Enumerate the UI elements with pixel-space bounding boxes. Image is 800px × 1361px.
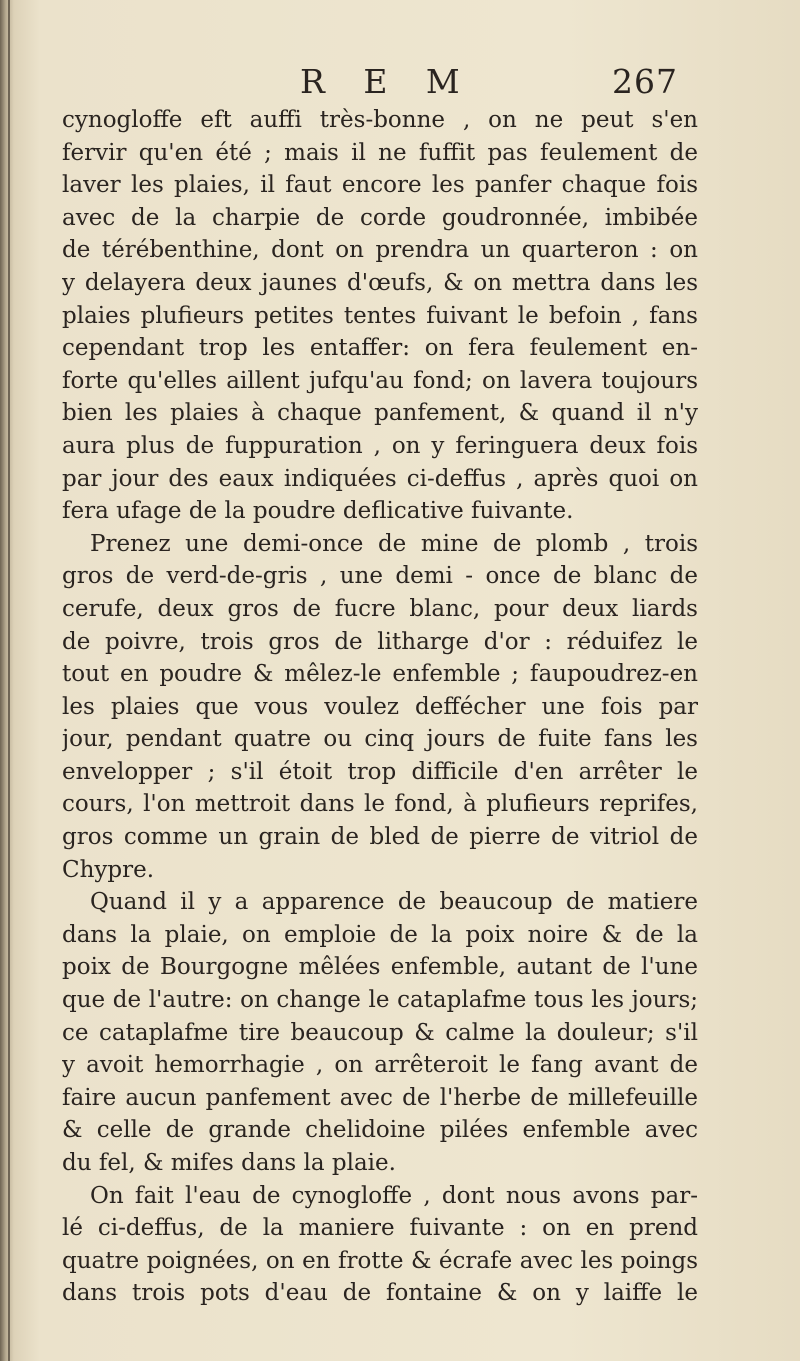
text-line: cependant trop les entaffer: on fera feulement en- [62, 335, 698, 362]
text-line: envelopper ; s'il étoit trop difficile d'en arrêter le [62, 758, 698, 785]
text-line: plaies plufieurs petites tentes fuivant le befoin , fans [62, 302, 698, 329]
text-line: y avoit hemorrhagie , on arrêteroit le fang avant de [62, 1052, 698, 1079]
text-line: Quand il y a apparence de beaucoup de matiere [90, 889, 698, 916]
text-line: de poivre, trois gros de litharge d'or : réduifez le [62, 628, 698, 655]
text-line: Chypre. [62, 856, 155, 883]
text-line: du fel, & mifes dans la plaie. [62, 1150, 396, 1176]
text-line: dans la plaie, on emploie de la poix noire & de la [62, 921, 698, 948]
text-line: les plaies que vous voulez deffécher une fois par [62, 693, 698, 720]
book-gutter [8, 0, 10, 1361]
text-line: quatre poignées, on en frotte & écrafe avec les poings [62, 1247, 698, 1274]
text-line: jour, pendant quatre ou cinq jours de fuite fans les [62, 726, 698, 753]
text-line: par jour des eaux indiquées ci-deffus , après quoi on [62, 465, 698, 492]
text-line: fervir qu'en été ; mais il ne fuffit pas feulement de [62, 139, 698, 166]
text-line: de térébenthine, dont on prendra un quarteron : on [62, 237, 698, 264]
text-line: gros comme un grain de bled de pierre de vitriol de [62, 824, 698, 851]
text-line: avec de la charpie de corde goudronnée, imbibée [62, 204, 698, 231]
text-line: que de l'autre: on change le cataplafme tous les jours; [62, 987, 698, 1014]
text-line: tout en poudre & mêlez-le enfemble ; faupoudrez-en [62, 661, 698, 688]
text-line: ce cataplafme tire beaucoup & calme la douleur; s'il [62, 1019, 698, 1046]
text-line: Prenez une demi-once de mine de plomb , trois [90, 530, 698, 557]
text-line: poix de Bourgogne mêlées enfemble, autant de l'une [62, 954, 698, 981]
text-line: cours, l'on mettroit dans le fond, à plufieurs reprifes, [62, 791, 698, 818]
text-line: faire aucun panfement avec de l'herbe de millefeuille [62, 1084, 698, 1111]
text-line: lé ci-deffus, de la maniere fuivante : on en prend [62, 1215, 698, 1242]
text-line: On fait l'eau de cynogloffe , dont nous avons par- [90, 1182, 698, 1209]
text-line: cerufe, deux gros de fucre blanc, pour deux liards [62, 595, 698, 622]
body-text [62, 104, 698, 1310]
text-line: aura plus de fuppuration , on y feringuera deux fois [62, 432, 698, 459]
text-line: gros de verd-de-gris , une demi - once de blanc de [62, 563, 698, 590]
text-line: & celle de grande chelidoine pilées enfemble avec [62, 1117, 698, 1144]
text-line: bien les plaies à chaque panfement, & quand il n'y [62, 400, 698, 427]
text-line: fera ufage de la poudre deflicative fuivante. [62, 498, 574, 525]
text-line: y delayera deux jaunes d'œufs, & on mettra dans les [62, 269, 698, 296]
page-number: 267 [612, 62, 678, 101]
text-line: forte qu'elles aillent jufqu'au fond; on lavera toujours [62, 367, 698, 394]
text-line: dans trois pots d'eau de fontaine & on y laiffe le [62, 1280, 698, 1307]
running-head: R E M [300, 62, 474, 101]
text-line: laver les plaies, il faut encore les panfer chaque fois [62, 172, 698, 199]
text-line: cynogloffe eft auffi très-bonne , on ne peut s'en [62, 107, 698, 133]
